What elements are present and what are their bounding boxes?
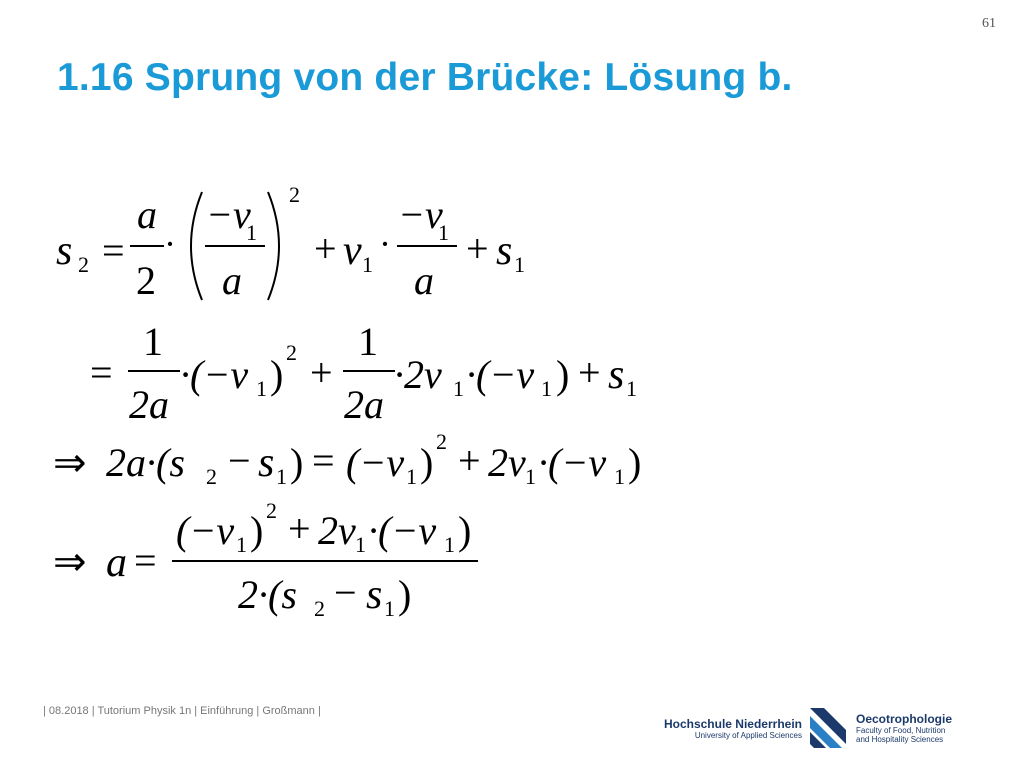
eq1-frac1-den: 2 xyxy=(136,258,156,303)
eq3-t1-exp: 2 xyxy=(436,429,447,454)
eq2-term2: ·2v xyxy=(394,352,442,397)
eq1-equals: = xyxy=(102,228,125,273)
eq4-den-t1: 2·(s xyxy=(238,572,297,617)
eq4-den-close: ) xyxy=(398,572,412,617)
equation-line-4 xyxy=(53,498,478,621)
university-subtitle: University of Applied Sciences xyxy=(694,730,802,740)
eq1-v-sub: 1 xyxy=(362,252,373,277)
eq4-num-t3-sub: 1 xyxy=(444,532,455,557)
faculty-subtitle-1: Faculty of Food, Nutrition xyxy=(856,726,946,735)
eq4-num-t1-sub: 1 xyxy=(236,532,247,557)
eq3-t1-close: ) xyxy=(420,440,434,485)
eq4-num-t2-sub: 1 xyxy=(355,532,366,557)
equation-line-3 xyxy=(53,429,641,489)
eq2-frac2-den: 2a xyxy=(344,382,384,427)
eq4-num-t3: ·(−v xyxy=(368,508,437,553)
eq2-equals: = xyxy=(90,350,113,395)
eq3-minus: − xyxy=(228,438,251,483)
eq3-t2-sub: 1 xyxy=(525,464,536,489)
eq4-num-t1-exp: 2 xyxy=(266,498,277,523)
faculty-name: Oecotrophologie xyxy=(856,712,952,726)
hochschule-niederrhein-logo-icon xyxy=(810,708,846,748)
eq3-s: s xyxy=(258,440,275,486)
eq3-lhs-sub: 2 xyxy=(206,464,217,489)
faculty-block xyxy=(856,712,952,744)
eq4-num-t1-close: ) xyxy=(250,508,264,553)
eq1-frac3-num-sub: 1 xyxy=(438,220,449,245)
eq4-equals: = xyxy=(134,538,157,583)
equation-line-2 xyxy=(90,319,637,427)
eq2-term2-sub: 1 xyxy=(453,376,464,401)
page-number: 61 xyxy=(982,16,996,31)
eq2-frac1-num: 1 xyxy=(143,319,163,364)
eq4-implies-icon: ⇒ xyxy=(53,539,87,584)
eq2-plus-2: + xyxy=(578,350,601,395)
eq2-term3-close: ) xyxy=(556,352,570,397)
eq1-plus-2: + xyxy=(466,226,489,271)
eq3-lhs: 2a·(s xyxy=(106,440,185,485)
eq2-s: s xyxy=(608,352,625,398)
eq4-den-sub1: 1 xyxy=(384,596,395,621)
faculty-subtitle-2: and Hospitality Sciences xyxy=(856,735,944,744)
eq3-equals: = xyxy=(312,438,335,483)
eq3-implies-icon: ⇒ xyxy=(53,440,87,485)
eq1-dot: · xyxy=(164,224,176,264)
eq1-v: v xyxy=(343,228,362,274)
eq1-s-sub: 1 xyxy=(514,252,525,277)
eq4-num-t2: 2v xyxy=(318,508,356,553)
slide-title: 1.16 Sprung von der Brücke: Lösung b. xyxy=(57,56,793,99)
eq3-t3: ·(−v xyxy=(538,440,607,485)
eq3-s-sub: 1 xyxy=(276,464,287,489)
eq1-plus-1: + xyxy=(314,226,337,271)
eq4-num-t1: (−v xyxy=(176,508,235,553)
eq2-term3: ·(−v xyxy=(466,352,535,397)
eq1-frac2-num: −v xyxy=(206,192,251,237)
eq2-frac1-den: 2a xyxy=(129,382,169,427)
eq3-t1-sub: 1 xyxy=(406,464,417,489)
eq1-frac2-num-sub: 1 xyxy=(246,220,257,245)
eq4-den-minus: − xyxy=(334,570,357,615)
eq4-a: a xyxy=(106,540,127,586)
eq3-t3-close: ) xyxy=(628,440,642,485)
footer-logo xyxy=(664,702,952,754)
eq2-frac2-num: 1 xyxy=(358,319,378,364)
university-block xyxy=(664,717,802,740)
eq4-num-t3-close: ) xyxy=(458,508,472,553)
eq3-plus: + xyxy=(458,438,481,483)
eq2-s-sub: 1 xyxy=(626,376,637,401)
eq1-lhs-sub: 2 xyxy=(78,252,89,277)
eq2-term3-sub: 1 xyxy=(541,376,552,401)
eq1-left-paren xyxy=(191,192,202,300)
eq1-frac2-den: a xyxy=(222,258,242,303)
eq1-right-paren xyxy=(268,192,279,300)
footer-text: | 08.2018 | Tutorium Physik 1n | Einführung | Großmann | xyxy=(43,705,321,717)
eq3-t1: (−v xyxy=(346,440,405,485)
eq3-t3-sub: 1 xyxy=(614,464,625,489)
eq4-num-plus: + xyxy=(288,506,311,551)
eq2-term1-exp: 2 xyxy=(286,340,297,365)
eq1-lhs-s: s xyxy=(56,228,73,274)
equation-line-1 xyxy=(56,182,525,303)
eq3-t2: 2v xyxy=(488,440,526,485)
eq1-frac3-num: −v xyxy=(398,192,443,237)
university-name: Hochschule Niederrhein xyxy=(663,716,802,731)
eq1-s: s xyxy=(496,228,513,274)
eq1-frac3-den: a xyxy=(414,258,434,303)
eq2-term1-close: ) xyxy=(270,352,284,397)
eq2-term1-sub: 1 xyxy=(256,376,267,401)
eq1-frac1-num: a xyxy=(137,192,157,237)
eq4-den-sub2: 2 xyxy=(314,596,325,621)
eq1-exponent: 2 xyxy=(289,182,300,207)
eq2-plus-1: + xyxy=(310,350,333,395)
eq1-dot-2: · xyxy=(379,224,391,264)
eq4-den-s: s xyxy=(366,572,383,618)
eq2-term1: ·(−v xyxy=(180,352,249,397)
eq3-close: ) xyxy=(290,440,304,485)
